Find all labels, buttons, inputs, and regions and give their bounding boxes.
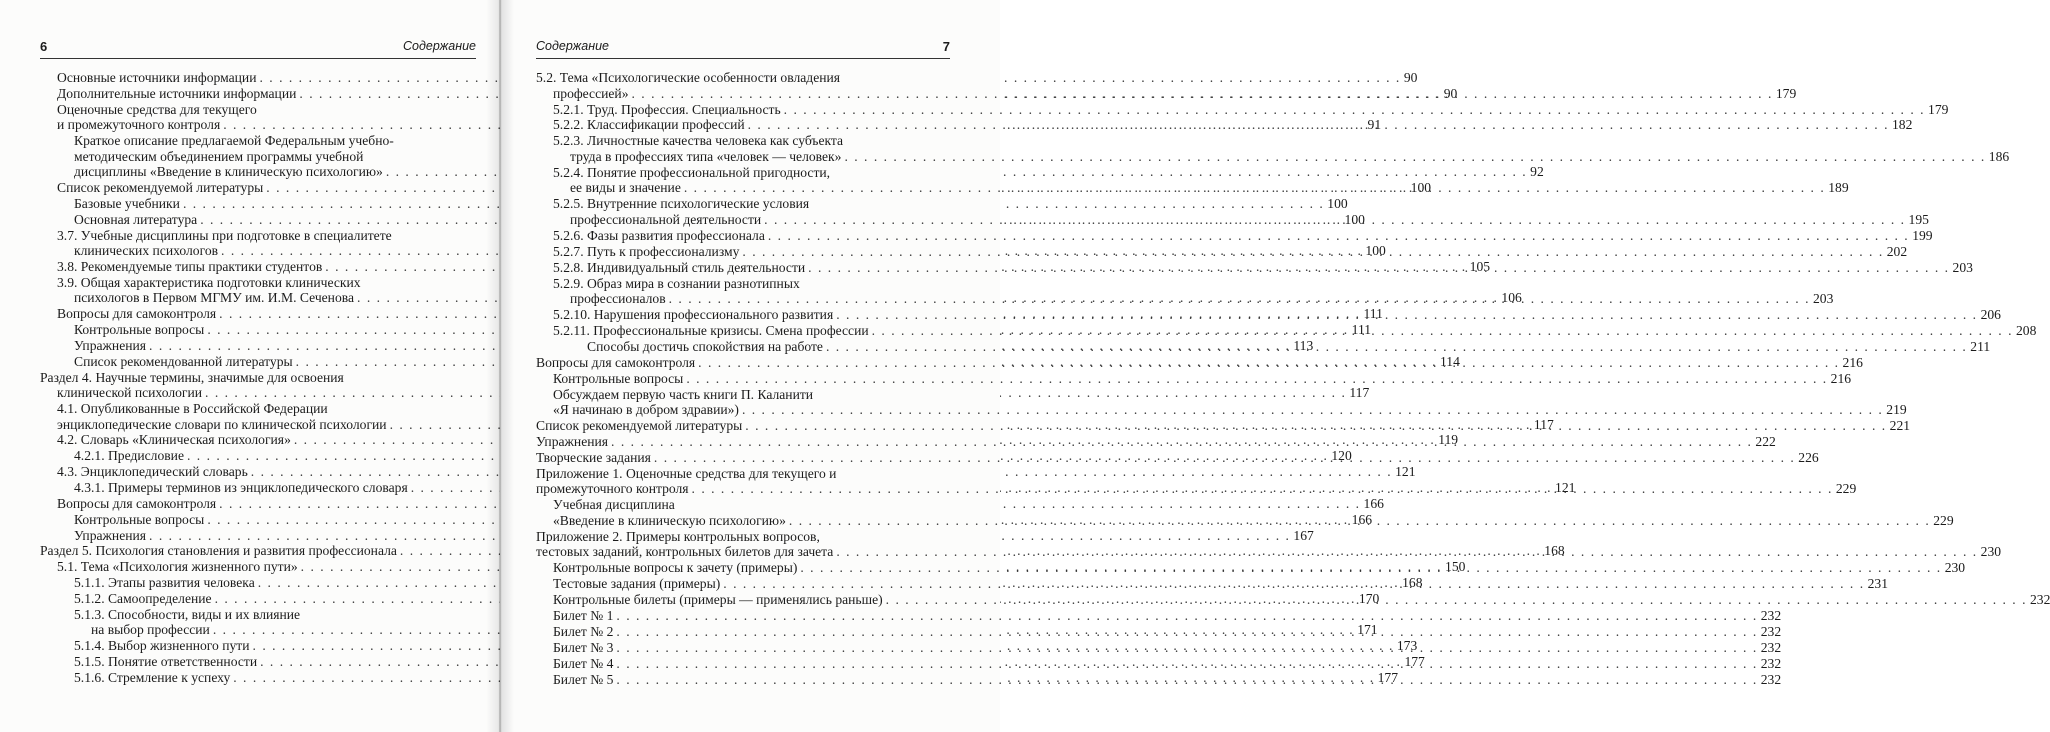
toc-page-number: 173 [1396,638,1418,654]
toc-page-number: 222 [1755,433,1776,449]
dot-leader [616,640,1757,656]
toc-page-number: 216 [1830,370,1852,386]
toc-entry-title-line: промежуточного контроля [536,481,689,497]
dot-leader [616,656,1757,672]
toc-page-number: 229 [1835,481,1857,497]
toc-entry-title-line: Список рекомендуемой литературы [57,180,264,196]
toc-page-number: 232 [1760,623,1782,639]
dot-leader [669,291,1810,307]
dot-leader [745,418,1886,434]
toc-entry-title-line: Упражнения [74,337,147,353]
dot-leader [748,117,1889,133]
toc-page-number: 100 [1410,180,1432,196]
page-number: 7 [942,39,950,54]
toc-page-number: 202 [1886,243,1908,259]
toc-entry-title-line: Творческие задания [536,449,651,465]
toc-entry-title-line: Вопросы для самоконтроля [57,495,217,511]
toc-page-number: 229 [1933,512,1954,528]
toc-entry-title-line: 5.1.4. Выбор жизненного пути [74,638,250,654]
toc-entry-title-line: Тестовые задания (примеры) [553,576,721,592]
toc-entry-title-line: профессиональной деятельности [570,211,762,227]
toc-page-number: 100 [1327,195,1348,211]
toc-entry-title-line: 4.3.1. Примеры терминов из энциклопедического словаря [74,480,408,495]
toc-entry-title-line: на выбор профессии [91,622,210,638]
toc-entry-title-line: 5.2.3. Личностные качества человека как субъекта [553,133,844,149]
dot-leader [872,323,2013,339]
toc-entry-last-line [553,101,1949,118]
toc-entry-title-line: Приложение 2. Примеры контрольных вопросов, [536,528,820,544]
toc-entry-title-line: Список рекомендуемой литературы [536,418,743,433]
dot-leader [616,624,1757,640]
dot-leader [742,244,1883,260]
toc-entry-title-line: 3.7. Учебные дисциплины при подготовке в специалитете [57,227,392,243]
toc-entry[interactable] [536,370,1852,387]
running-title: Содержание [403,39,476,53]
toc-page-number: 231 [1867,576,1888,592]
toc-page-number: 100 [1344,211,1365,227]
toc-entry-title-line: Список рекомендованной литературы [74,353,293,369]
left-page-header [40,39,476,59]
toc-entry-title-line: Упражнения [74,527,147,543]
toc-page-number: 166 [1351,511,1373,527]
toc-page-number: 170 [1358,590,1380,606]
dot-leader [836,544,1977,560]
dot-leader [808,260,1949,276]
toc-page-number: 91 [1367,117,1382,133]
toc-entry-title-line: Краткое описание предлагаемой Федеральным учебно- [74,133,394,149]
dot-leader [836,307,1977,323]
toc-entry-title-line: Билет № 3 [553,639,614,655]
toc-entry-title-line: 4.3. Энциклопедический словарь [57,464,248,480]
toc-page-number: 208 [2015,322,2037,338]
toc-page-number: 90 [1403,70,1418,85]
toc-entry-title-line: 5.2.6. Фазы развития профессионала [553,227,765,243]
toc-entry-title-line: и промежуточного контроля [57,117,221,133]
dot-leader [632,86,1773,102]
toc-entry-title-line: Билет № 5 [553,671,614,687]
toc-page-number: 171 [1357,622,1378,638]
dot-leader [611,434,1752,450]
toc-entry-title-line: Дополнительные источники информации [57,85,297,101]
toc-entry-title-line: 5.1.2. Самоопределение [74,590,212,606]
toc-page-number: 105 [1469,259,1491,274]
dot-leader [886,592,2027,608]
toc-entry-title-line: 5.2. Тема «Психологические особенности овладения [536,70,841,85]
toc-page-number: 114 [1440,353,1460,369]
toc-entry-title-line: 5.2.9. Образ мира в сознании разнотипных [553,275,800,291]
toc-entry-title-line: клинических психологов [74,243,219,259]
toc-page-number: 117 [1349,385,1370,401]
toc-page-number: 117 [1533,416,1554,432]
toc-page-number: 92 [1530,164,1544,180]
book-gutter-shadow [486,0,514,732]
dot-leader [698,355,1839,371]
toc-entry-title-line: Контрольные вопросы [74,322,205,338]
dot-leader [654,450,1795,466]
toc-entry-title-line: 3.8. Рекомендуемые типы практики студентов [57,259,323,274]
toc-entry-last-line [553,370,1852,387]
toc-entry-title-line: профессионалов [570,291,666,307]
toc-entry-title-line: Основная литература [74,211,198,227]
dot-leader [616,608,1757,624]
toc-entry-title-line: Упражнения [536,433,609,449]
toc-page-number: 186 [1988,148,2010,164]
dot-leader [692,481,1833,497]
toc-entry-title-line: Раздел 5. Психология становления и развития профессионала [40,543,397,559]
toc-page-number: 111 [1351,322,1372,338]
toc-entry-title-line: Вопросы для самоконтроля [57,306,217,322]
toc-page-number: 182 [1891,117,1913,133]
toc-page-number: 177 [1377,669,1398,685]
toc-entry-title-line: Билет № 4 [553,655,614,671]
toc-entry-title-line: 4.1. Опубликованные в Российской Федерации [57,401,328,417]
dot-leader [686,371,1827,387]
dot-leader [742,402,1883,418]
toc-entry-title-line: 5.1. Тема «Психология жизненного пути» [57,559,298,575]
toc-page-number: 219 [1886,402,1907,418]
dot-leader [616,669,1757,688]
toc-entry-title-line: Оценочные средства для текущего [57,101,257,117]
toc-page-number: 221 [1889,418,1911,433]
toc-page-number: 211 [1970,338,1991,354]
toc-entry-title-line: «Введение в клиническую психологию» [553,512,786,528]
right-page-header [536,39,950,59]
toc-entry-title-line: Контрольные вопросы [553,370,684,386]
toc-page-number: 113 [1293,337,1314,353]
toc-page-number: 179 [1928,101,1949,117]
toc-entry-title-line: 5.1.1. Этапы развития человека [74,575,255,591]
header-rule [536,58,950,59]
toc-entry-last-line [553,607,1782,624]
toc-entry[interactable] [536,101,1949,118]
toc-page-number: 121 [1555,480,1576,495]
toc-page-number: 179 [1775,85,1797,101]
toc-entry-title-line: 4.2. Словарь «Клиническая психология» [57,432,291,448]
toc-entry-title-line: 5.1.5. Понятие ответственности [74,654,258,670]
toc-page-number: 90 [1443,85,1458,101]
toc-page-number: 189 [1828,180,1849,196]
toc-entry-title-line: 5.2.4. Понятие профессиональной пригодности, [553,164,831,180]
toc-page-number: 119 [1438,432,1459,448]
toc-entry-title-line: Способы достичь спокойствия на работе [587,338,823,354]
toc-page-number: 111 [1363,306,1383,322]
dot-leader [800,560,1941,576]
toc-page-number: 232 [1760,607,1782,623]
toc-entry-title-line: 5.1.6. Стремление к успеху [74,669,231,685]
page-number: 6 [40,39,48,54]
toc-page-number: 199 [1912,227,1933,243]
toc-entry-title-line: Раздел 4. Научные термины, значимые для освоения [40,369,344,385]
toc-entry-title-line: труда в профессиях типа «человек — человек» [570,148,842,164]
toc-entry[interactable] [536,607,1782,624]
toc-page-number: 232 [1760,655,1782,671]
toc-entry-title-line: Билет № 1 [553,607,614,623]
toc-entry-title-line: психологов в Первом МГМУ им. И.М. Сеченова [74,290,355,306]
toc-entry-title-line: «Я начинаю в добром здравии») [553,402,739,418]
toc-page-number: 230 [1944,560,1966,576]
toc-page-number: 226 [1798,449,1819,465]
toc-page-number: 230 [1980,544,2002,560]
toc-entry-last-line [570,148,2010,165]
toc-page-number: 168 [1544,543,1565,559]
toc-page-number: 166 [1363,495,1384,511]
toc-entry[interactable] [536,133,2010,164]
toc-page-number: 195 [1908,211,1929,227]
toc-page-number: 121 [1395,464,1416,480]
dot-leader [684,180,1825,196]
toc-entry-title-line: клинической психологии [57,385,203,401]
toc-entry-title-line: Контрольные билеты (примеры — применялись раньше) [553,592,883,607]
dot-leader [784,102,1925,118]
toc-entry-title-line: 5.2.11. Профессиональные кризисы. Смена профессии [553,322,869,338]
toc-page-number: 206 [1980,307,2001,322]
toc-entry-title-line: 5.2.8. Индивидуальный стиль деятельности [553,259,806,275]
toc-entry-title-line: 5.2.7. Путь к профессионализму [553,243,740,259]
toc-entry-title-line: 5.2.2. Классификации профессий [553,117,745,133]
dot-leader [764,212,1905,228]
header-rule [40,58,476,59]
toc-entry-title-line: 5.2.1. Труд. Профессия. Специальность [553,101,781,117]
toc-entry-title-line: дисциплины «Введение в клиническую психологию» [74,164,383,180]
toc-entry-title-line: Учебная дисциплина [553,497,675,513]
toc-entry-title-line: 3.9. Общая характеристика подготовки клинических [57,274,361,290]
toc-entry-title-line: Билет № 2 [553,623,614,639]
running-title: Содержание [536,39,609,53]
toc-page-number: 216 [1842,354,1863,370]
toc-entry-title-line: Приложение 1. Оценочные средства для текущего и [536,465,837,481]
toc-entry-title-line: профессией» [553,85,629,101]
toc-page-number: 120 [1331,448,1352,464]
toc-entry-last-line [553,402,1907,418]
toc-page-number: 203 [1812,291,1834,307]
toc-entry-title-line: Обсуждаем первую часть книги П. Каланити [553,386,814,402]
toc-entry-title-line: Вопросы для самоконтроля [536,354,696,370]
toc-page-number: 150 [1445,559,1466,575]
toc-page-number: 168 [1402,575,1423,591]
toc-page-number: 203 [1952,259,1973,275]
toc-page-number: 232 [1760,671,1782,687]
dot-leader [789,513,1930,529]
toc-entry[interactable] [536,227,1933,244]
toc-entry-title-line: Основные источники информации [57,70,257,85]
toc-entry-title-line: Базовые учебники [74,195,180,211]
toc-page-number: 232 [2030,592,2050,607]
toc-page-number: 177 [1404,654,1425,670]
dot-leader [723,576,1864,592]
toc-entry-title-line: Контрольные вопросы [74,511,205,527]
toc-entry-title-line: энциклопедические словари по клинической психологии [57,416,387,432]
toc-entry-title-line: 5.2.10. Нарушения профессионального развития [553,307,834,322]
toc-entry-title-line: ее виды и значение [570,180,681,196]
toc-entry-title-line: 5.2.5. Внутренние психологические условия [553,196,810,212]
toc-page-number: 106 [1501,290,1522,306]
dot-leader [844,149,1985,165]
dot-leader [826,339,1967,355]
toc-entry-title-line: тестовых заданий, контрольных билетов для зачета [536,544,834,560]
dot-leader [768,228,1909,244]
toc-page-number: 167 [1293,527,1314,543]
toc-entry-title-line: 4.2.1. Предисловие [74,448,184,464]
toc-entry-title-line: Контрольные вопросы к зачету (примеры) [553,560,798,576]
toc-entry-title-line: методическим объединением программы учебной [74,148,364,164]
toc-entry-last-line [553,227,1933,244]
toc-page-number: 100 [1365,243,1386,259]
toc-page-number: 232 [1760,639,1782,655]
toc-entry-title-line: 5.1.3. Способности, виды и их влияние [74,606,301,622]
